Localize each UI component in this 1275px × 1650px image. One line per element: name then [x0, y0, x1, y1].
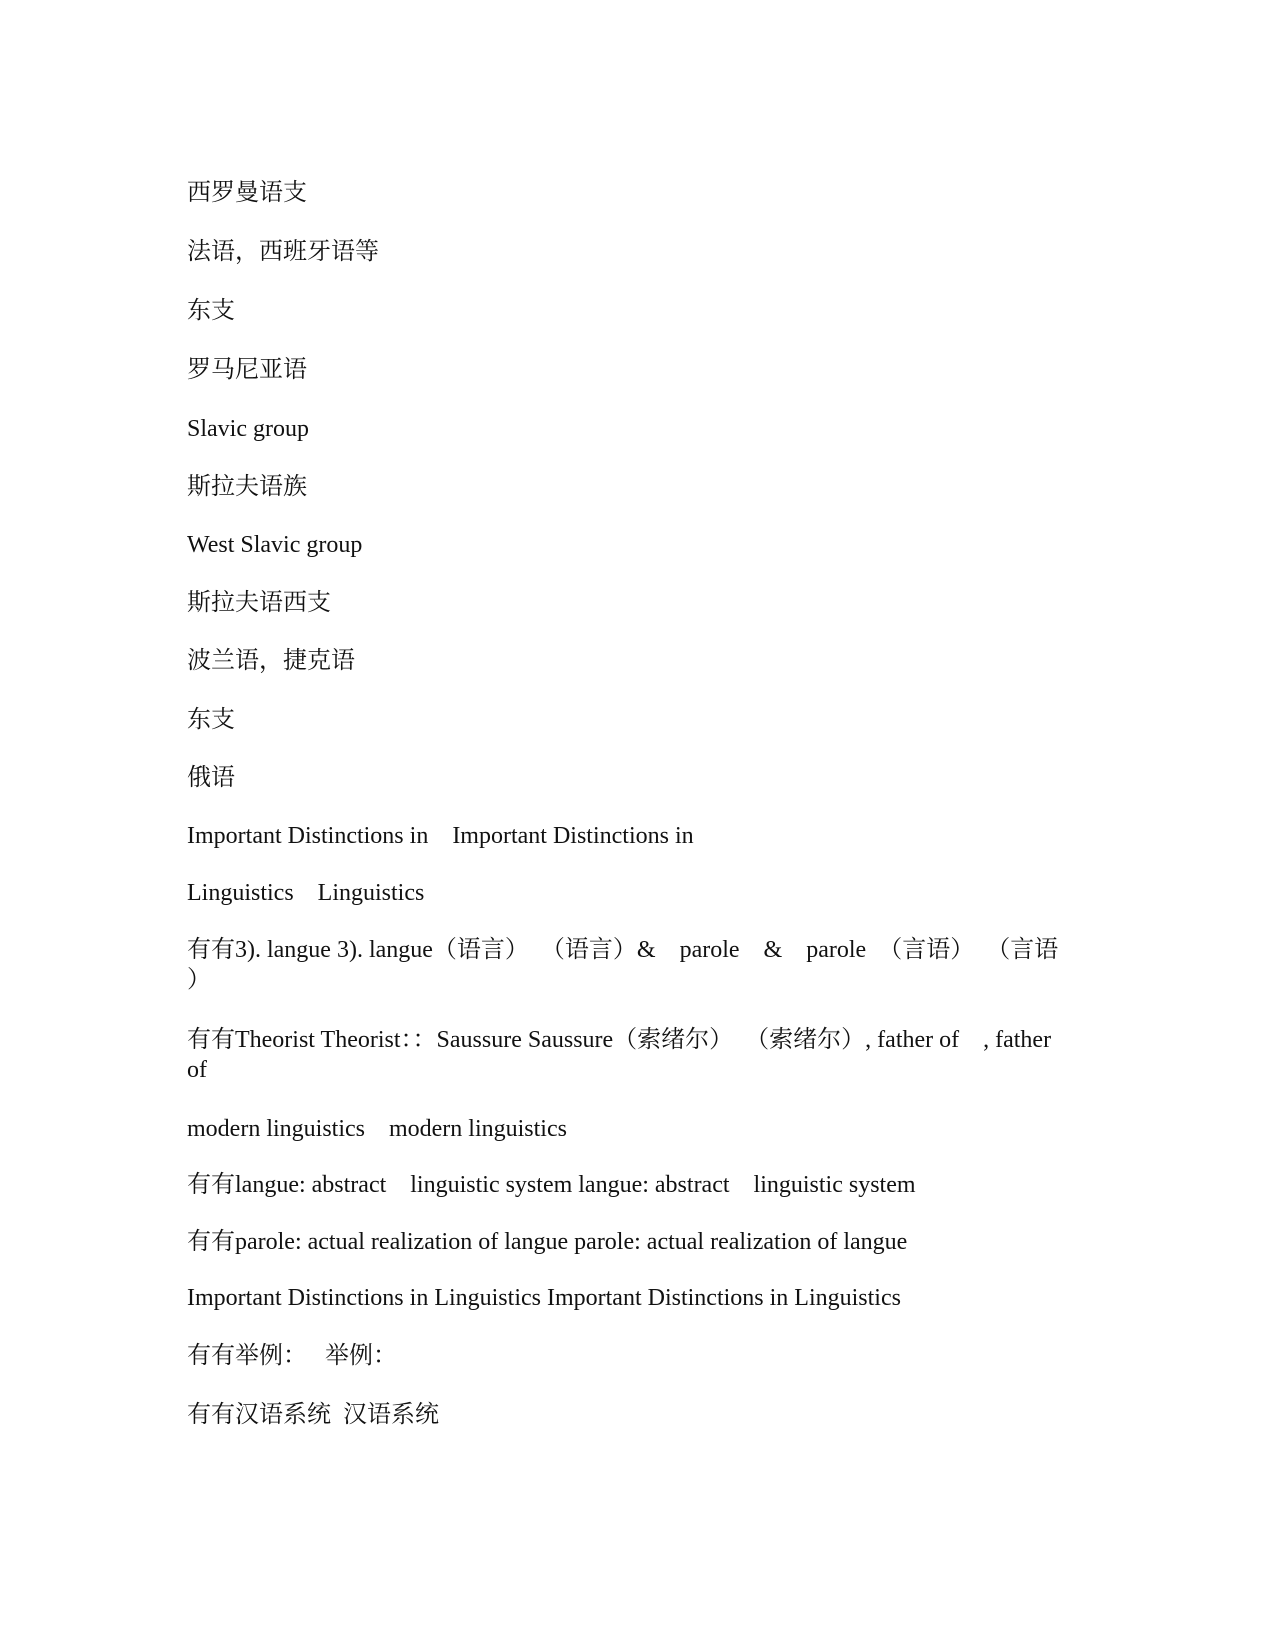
heading-line: Important Distinctions in Linguistics Important Distinctions in Linguistics — [187, 1285, 901, 1311]
text-line: 西罗曼语支 — [187, 180, 307, 206]
text-line: 波兰语，捷克语 — [187, 648, 355, 674]
text-line: 东支 — [187, 298, 235, 324]
text-line: Slavic group — [187, 416, 309, 442]
text-line: 有有Theorist Theorist：：Saussure Saussure（索绪尔） （索绪尔）, father of , father of — [187, 1027, 1052, 1083]
text-line: 东支 — [187, 707, 235, 733]
text-line: 有有举例： 举例： — [187, 1343, 397, 1369]
text-line: 法语，西班牙语等 — [187, 239, 379, 265]
text-line: 俄语 — [187, 765, 235, 791]
text-line: modern linguistics modern linguistics — [187, 1116, 567, 1142]
text-line: 有有parole: actual realization of langue parole: actual realization of langue — [187, 1229, 908, 1255]
text-line: West Slavic group — [187, 532, 363, 558]
text-line: 有有汉语系统 汉语系统 — [187, 1402, 439, 1428]
text-line: 罗马尼亚语 — [187, 357, 307, 383]
text-line: 有有langue: abstract linguistic system langue: abstract linguistic system — [187, 1172, 916, 1198]
heading-line: Linguistics Linguistics — [187, 880, 425, 906]
text-line: 斯拉夫语族 — [187, 474, 307, 500]
text-line: 斯拉夫语西支 — [187, 590, 331, 616]
heading-line: Important Distinctions in Important Distinctions in — [187, 823, 694, 849]
text-line: 有有3). langue 3). langue（语言） （语言）& parole & parole （言语） （言语 ） — [187, 937, 1059, 993]
